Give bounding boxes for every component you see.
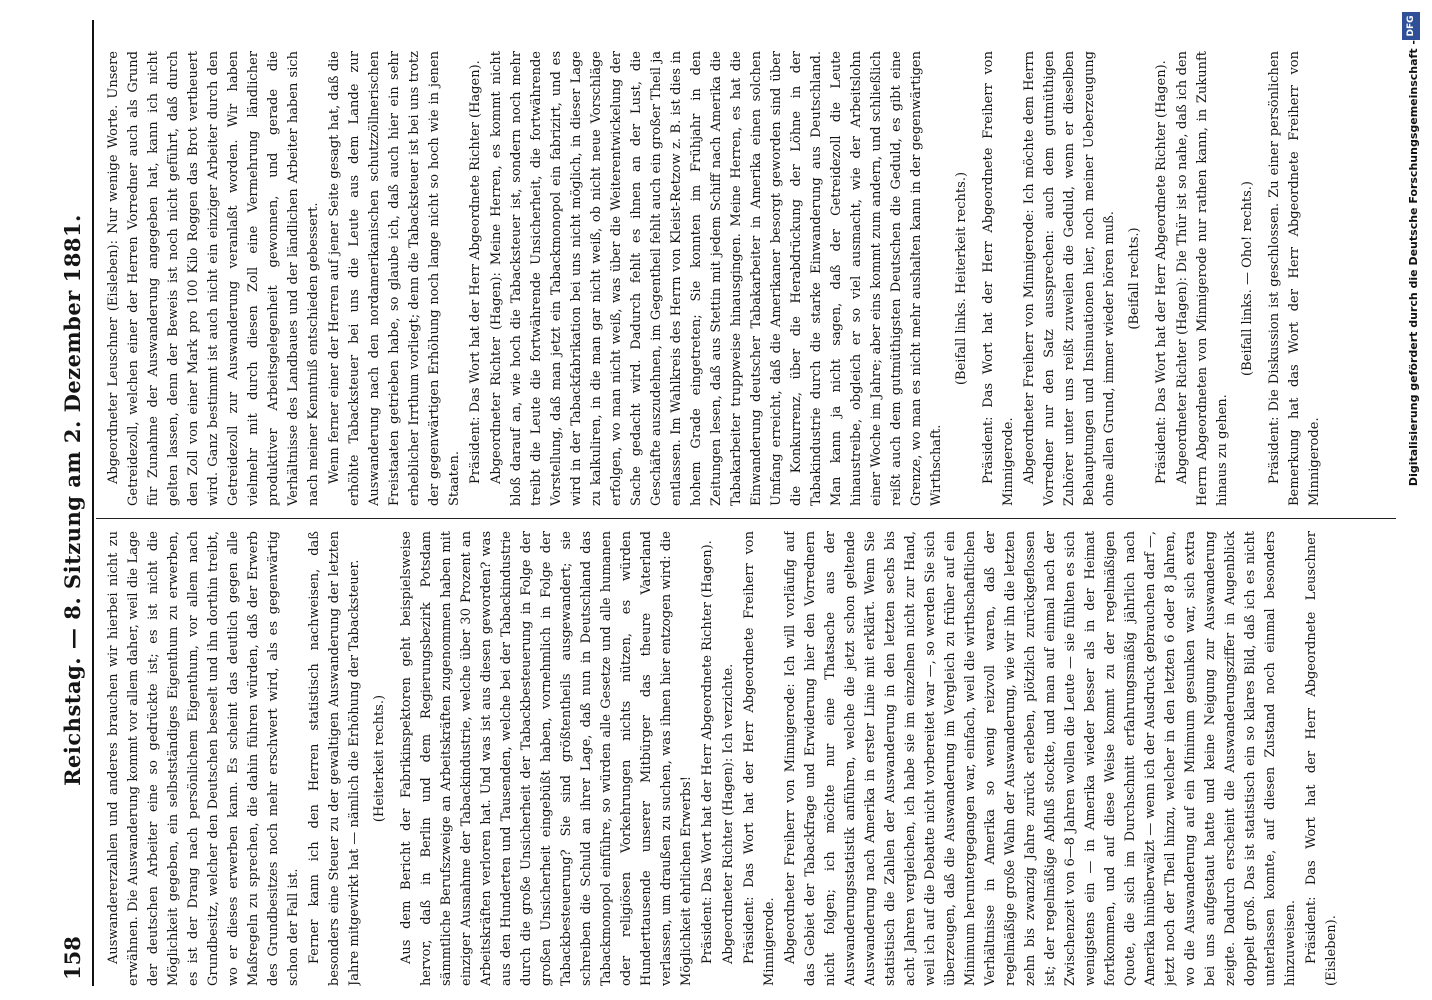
stage-direction: (Beifall links. Heiterkeit rechts.) (954, 171, 969, 386)
stage-direction: (Beifall rechts.) (1127, 227, 1142, 330)
running-title: Reichstag. — 8. Sitzung am 2. Dezember 1881. (60, 214, 85, 786)
paragraph: Aus dem Bericht der Fabrikinspektoren geht beispielsweise hervor, daß in Berlin und dem Regierungsbezirk Potsdam sämmtliche Berufszweige an Arbeitskräften zugenommen haben mit einziger Ausnahme der Tabackindustrie, welche über 30 Prozent an Arbeitskräften verloren hat. Und was ist aus diesen geworden? was aus den Hunderten und Tausenden, welche bei der Tabackindustrie durch die große Unsicherheit der Tabackbesteuerung in Folge der großen Unsicherheit eingebüßt haben, vornehmlich in Folge der Tabackbesteuerung? Sie sind größtentheils ausgewandert; sie schreiben die Schuld an ihrer Lage, daß nun in Deutschland das Tabackmonopol einführe, so würden alle Gesetze und alle humanen oder religiösen Vorkehrungen nichts nützen, es würden Hunderttausende unserer Mitbürger das theure Vaterland verlassen, um draußen zu suchen, was ihnen hier entzogen wird: die Möglichkeit ehrlichen Erwerbs! (399, 531, 694, 986)
paragraph: Präsident: Das Wort hat der Herr Abgeordnete Richter (Hagen). (700, 540, 715, 964)
paragraph: Wenn ferner einer der Herren auf jener Seite gesagt hat, daß die erhöhte Tabacksteuer bei uns die Leute aus dem Lande zur Auswanderung nach den nordamerikanischen schutzzöllnerischen Freistaaten getrieben habe, so glaube ich, daß auch hier ein sehr erheblicher Irrthum vorliegt; denn die Tabacksteuer ist bei uns trotz der gegenwärtigen Erhöhung noch lange nicht so hoch wie in jenen Staaten. (327, 51, 462, 506)
paragraph: Präsident: Das Wort hat der Herr Abgeordnete Richter (Hagen). (1154, 60, 1169, 484)
paragraph: Abgeordneter Freiherr von Minnigerode: Ich will vorläufig auf das Gebiet der Tabackfrage und Erwiderung hier den Vorrednern nicht folgen; ich möchte nur eine Thatsache aus der Auswanderungsstatistik anführen, welche die jetzt schon geltende Auswanderung nach Amerika in erster Linie mit erklärt. Wenn Sie statistisch die Zahlen der Auswanderung in den letzten sechs bis acht Jahren vergleichen, ich habe sie im einzelnen nicht zur Hand, weil ich auf die Debatte nicht vorbereitet war —, so werden Sie sich überzeugen, daß die Auswanderung im Vergleich zu früher auf ein Minimum heruntergegangen war, einfach, weil die wirthschaftlichen Verhältnisse in Amerika so wenig reizvoll waren, daß der regelmäßige große Wahn der Auswanderung, wie wir ihn die letzten zehn bis zwanzig Jahre zurück erleben, plötzlich zurückgeflossen ist; der regelmäßige Abfluß stockte, und man auf einmal nach der Zwischenzeit von 6—8 Jahren wollen die Leute — sie fühlten es sich wenigstens ein — in Amerika wieder besser als in der Heimat fortkommen, und auf diese Weise kommt zu der regelmäßigen Quote, die sich im Durchschnitt erfahrungsmäßig jährlich nach Amerika hinüberwälzt — wenn ich der Ausdruck gebrauchen darf —, jetzt noch der Theil hinzu, welcher in den letzten 6 oder 8 Jahren, wo die Auswanderung auf ein Minimum gesunken war, sich extra bei uns aufgestaut hatte und keine Neigung zur Auswanderung zeigte. Dadurch erscheint die Auswanderungsziffer in Augenblick doppelt groß. Das ist statistisch ein so klares Bild, daß ich es nicht unterlassen konnte, auf diesen Zustand noch einmal besonders hinzuweisen. (783, 531, 1298, 986)
paragraph: Ferner kann ich den Herren statistisch nachweisen, daß besonders eine Steuer zu der gewaltigen Auswanderung der letzten Jahre mitgewirkt hat — nämlich die Erhöhung der Tabacksteuer. (307, 531, 362, 986)
paragraph: Präsident: Die Diskussion ist geschlossen. Zu einer persönlichen Bemerkung hat das Wort der Herr Abgeordnete Freiherr von Minnigerode. (1267, 51, 1322, 506)
stage-direction: (Beifall links. — Oho! rechts.) (1240, 181, 1255, 376)
paragraph: Abgeordneter Richter (Hagen): Meine Herren, es kommt nicht bloß darauf an, wie hoch die Tabacksteuer ist, sondern noch mehr treibt die Leute die fortwährende Unsicherheit, die fortwährende Vorstellung, daß man jetzt ein Tabackmonopol ein fabrizirt, und es wird in der Tabackfabrikation bei uns nicht möglich, in dieser Lage zu kalkuliren, in die man gar nicht weiß, ob nicht neue Vorschläge erfolgen, wo man nicht weiß, was über die Weiterentwickelung der Sache gedacht wird. Dadurch fehlt es ihnen an der Lust, die Geschäfte auszudehnen, im Gegentheil fehlt auch ein großer Theil ja entlassen. Im Wahlkreis des Herrn von Kleist-Retzow z. B. ist dies in hohem Grade eingetreten; Sie konnten im Frühjahr in den Zeitungen lesen, daß aus Stettin mit jedem Schiff nach Amerika die Tabakarbeiter truppweise hinausgingen. Meine Herren, es hat die Einwanderung deutscher Tabakarbeiter in Amerika einen solchen Umfang erreicht, daß die Amerikaner besorgt geworden sind über die Konkurrenz, über die Herabdrückung der Löhne in der Tabakindustrie durch die starke Einwanderung aus Deutschland. Man kann ja nicht sagen, daß der Getreidezoll die Leute hinaustreibe, obgleich er so viel ausmacht, wie der Arbeitslohn einer Woche im Jahre; aber eins kommt zum andern, und schließlich reißt auch dem gutmüthigsten Deutschen die Geduld, es gibt eine Grenze, wo man es nicht mehr aushalten kann in der gegenwärtigen Wirthschaft. (489, 51, 944, 506)
paragraph: Abgeordneter Richter (Hagen): Die Thür ist so nahe, daß ich den Herrn Abgeordneten von Minnigerode nur rathen kann, in Zukunft hinaus zu gehen. (1175, 51, 1230, 506)
paragraph: Abgeordneter Leuschner (Eisleben): Nur wenige Worte. Unsere Getreidezoll, welchen einer der Herren Vorredner auch als Grund für Zunahme der Auswanderung angegeben hat, kann ich nicht gelten lassen, denn der Beweis ist noch nicht geführt, daß durch den Zoll von einer Mark pro 100 Kilo Roggen das Brot vertheuert wird. Ganz bestimmt ist auch nicht ein einziger Arbeiter durch den Getreidezoll zur Auswanderung veranlaßt worden. Wir haben vielmehr mit durch diesen Zoll eine Vermehrung ländlicher produktiver Arbeitsgelegenheit gewonnen, und gerade die Verhältnisse des Landbaues und der ländlichen Arbeiter haben sich nach meiner Kenntniß entschieden gebessert. (106, 51, 321, 506)
page-number: 158 (60, 936, 85, 980)
paragraph: Präsident: Das Wort hat der Herr Abgeordnete Leuschner (Eisleben). (1304, 531, 1339, 986)
paragraph: Präsident: Das Wort hat der Herr Abgeordnete Freiherr von Minnigerode. (742, 531, 777, 986)
stage-direction: (Heiterkeit rechts.) (372, 694, 387, 823)
digitization-text: Digitalisierung gefördert durch die Deutsche Forschungsgemeinschaft - (1407, 40, 1420, 487)
paragraph: Auswandererzahlen und anderes brauchen wir hierbei nicht zu erwähnen. Die Auswanderung kommt vor allem daher, weil die Lage der deutschen Arbeiter eine so gedrückte ist; es ist nicht die Möglichkeit gegeben, ein selbstständiges Eigenthum zu erwerben, es ist der Drang nach persönlichem Eigenthum, vor allem nach Grundbesitz, welcher den Deutschen beseelt und ihn dorthin treibt, wo er dieses erwerben kann. Es scheint das deutlich gegen alle Maßregeln zu sprechen, die dahin führen würden, daß der Erwerb des Grundbesitzes noch mehr erschwert wird, als es gegenwärtig schon der Fall ist. (106, 531, 301, 986)
paragraph: Präsident: Das Wort hat der Herr Abgeordnete Richter (Hagen). (468, 60, 483, 484)
paragraph: Präsident: Das Wort hat der Herr Abgeordnete Freiherr von Minnigerode. (981, 51, 1016, 506)
paragraph: Abgeordneter Richter (Hagen): Ich verzichte. (721, 663, 736, 964)
paragraph: Abgeordneter Freiherr von Minnigerode: Ich möchte dem Herrn Vorredner nur den Satz aussprechen: auch dem gutmüthigen Zuhörer unter uns reißt zuweilen die Geduld, wenn er dieselben Behauptungen und Insinuationen hier, noch meiner Ueberzeugung ohne allen Grund, immer wieder hören muß. (1022, 51, 1117, 506)
dfg-logo: DFG (1402, 12, 1420, 40)
